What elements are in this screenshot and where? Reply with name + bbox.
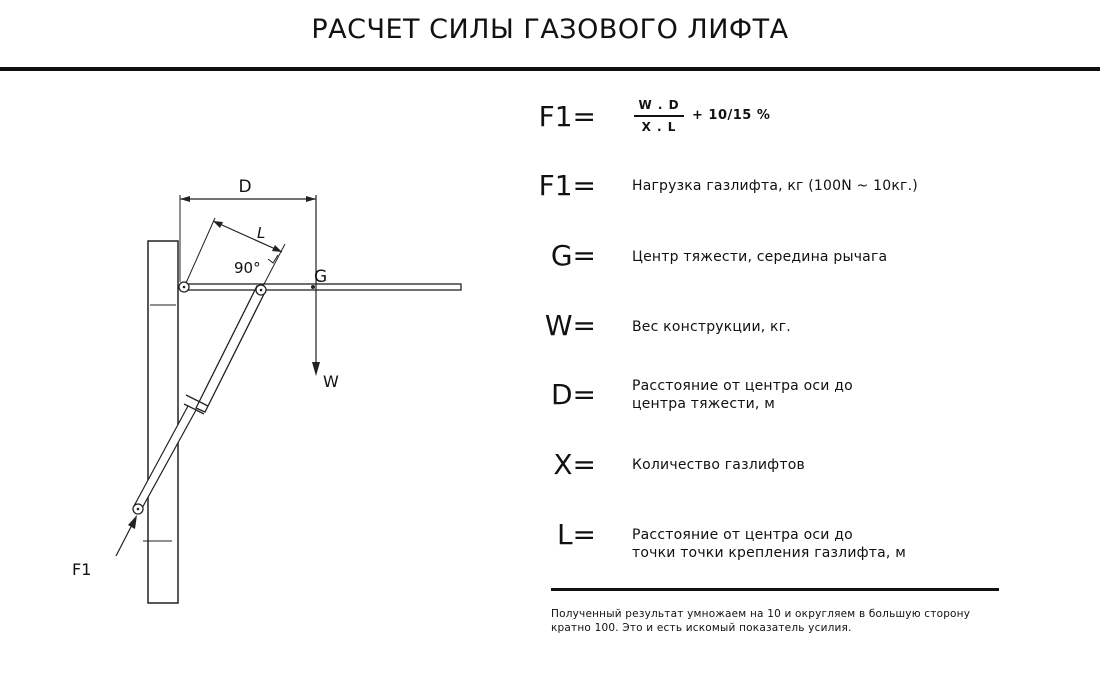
legend-var: F1=	[538, 169, 596, 202]
pivot-post-mount-dot	[137, 508, 140, 511]
dimension-d-arrow-left	[180, 196, 190, 202]
formula-var: F1=	[538, 100, 596, 133]
pivot-lever-mount-dot	[260, 289, 263, 292]
legend-row-g	[520, 231, 1000, 281]
footer-note-line: кратно 100. Это и есть искомый показатель усилия.	[551, 622, 852, 634]
legend-row-w	[520, 301, 1000, 351]
dimension-l-arrow-left	[213, 221, 223, 228]
legend-var: W=	[544, 309, 596, 342]
legend-desc	[632, 248, 887, 266]
legend-desc-line: центра тяжести, м	[632, 396, 775, 412]
formula-row	[520, 92, 1000, 142]
legend-var: L=	[556, 518, 596, 551]
legend-desc-line: Нагрузка газлифта, кг (100N ~ 10кг.)	[632, 178, 918, 194]
legend-desc	[632, 456, 805, 474]
footer-note	[551, 607, 1011, 635]
formula-fraction	[634, 98, 684, 134]
legend-desc-line: Вес конструкции, кг.	[632, 319, 791, 335]
legend-row-x	[520, 440, 1000, 490]
legend-row-d	[520, 370, 1000, 420]
right-angle-marker	[268, 255, 278, 263]
page-title: РАСЧЕТ СИЛЫ ГАЗОВОГО ЛИФТА	[311, 14, 789, 45]
legend-desc-line: Количество газлифтов	[632, 457, 805, 473]
weight-arrow	[312, 362, 320, 376]
dimension-l-arrow-right	[272, 245, 282, 252]
weight-label: W	[323, 372, 339, 391]
dimension-d-label: D	[238, 177, 252, 197]
vertical-post	[148, 241, 178, 603]
formula-numerator: W . D	[634, 98, 684, 117]
dimension-d-arrow-right	[306, 196, 316, 202]
legend-desc	[632, 318, 791, 336]
legend-desc-line: Центр тяжести, середина рычага	[632, 249, 888, 265]
legend-desc-line: Расстояние от центра оси до	[632, 527, 853, 543]
footer-divider	[551, 588, 999, 591]
legend-var: D=	[550, 378, 596, 411]
legend-desc	[632, 177, 918, 195]
gas-lift-diagram	[0, 0, 520, 679]
legend-var: X=	[553, 448, 596, 481]
legend-desc-line: Расстояние от центра оси до	[632, 378, 853, 394]
dimension-l-label: L	[257, 224, 266, 242]
dimension-l-extension-left	[186, 218, 215, 283]
gas-spring-cylinder	[196, 286, 266, 412]
force-label: F1	[72, 560, 92, 579]
angle-label: 90°	[234, 259, 261, 277]
legend-desc-line: точки точки крепления газлифта, м	[632, 545, 906, 561]
dimension-l-line	[213, 221, 282, 252]
gas-spring-rod	[134, 406, 196, 510]
formula-denominator: X . L	[641, 120, 677, 134]
center-of-gravity-label: G	[314, 267, 328, 287]
force-arrow-head	[128, 515, 137, 529]
legend-desc	[632, 526, 906, 562]
legend-row-f1	[520, 161, 1000, 211]
legend-var: G=	[550, 239, 596, 272]
formula-extra: + 10/15 %	[692, 108, 771, 123]
footer-note-line: Полученный результат умножаем на 10 и округляем в большую сторону	[551, 608, 971, 620]
legend-row-l	[520, 510, 1000, 560]
pivot-axis-dot	[183, 286, 186, 289]
legend-desc	[632, 377, 853, 413]
